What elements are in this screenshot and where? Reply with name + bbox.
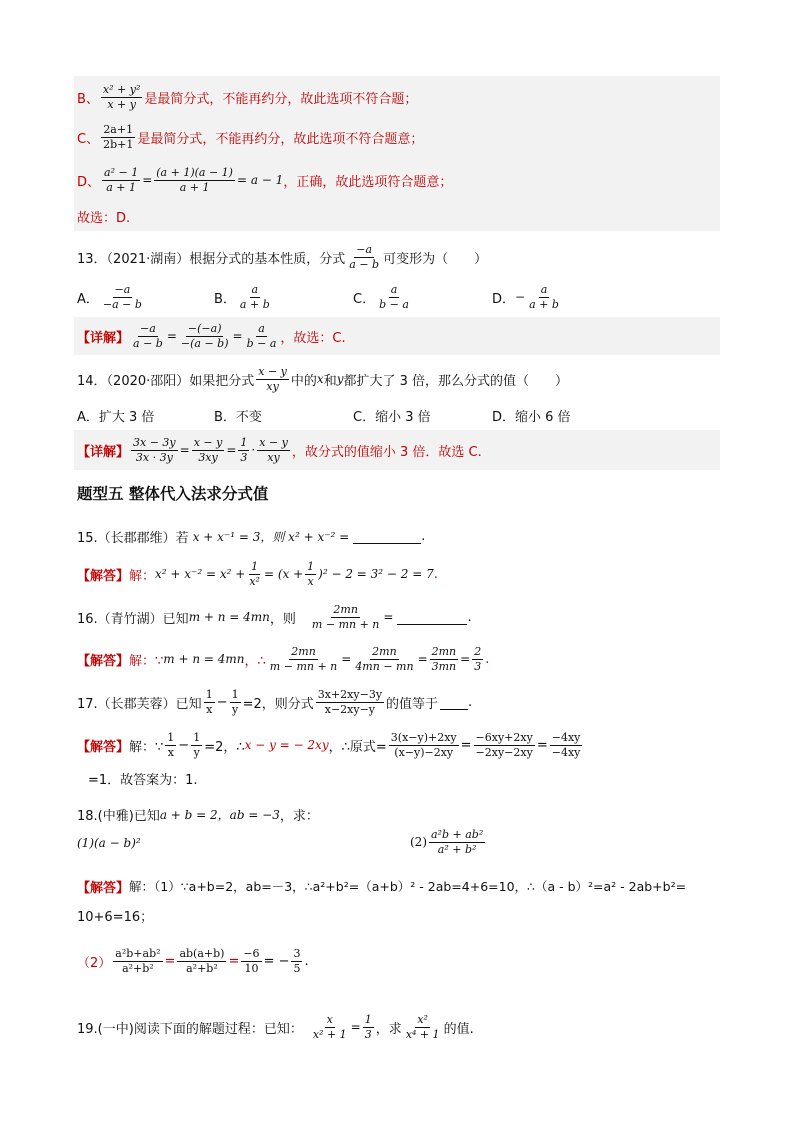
answer-blank[interactable]	[353, 529, 421, 544]
solution-text: =1．故答案为：1.	[88, 772, 198, 788]
option-d-label: D、	[77, 174, 101, 190]
question-text: 和	[323, 373, 337, 389]
option-c-label: C、	[77, 131, 100, 147]
question-text: 14．（2020·邵阳）如果把分式	[77, 373, 255, 389]
question-text: 13．（2021·湖南）根据分式的基本性质，分式	[77, 251, 346, 267]
result: = a − 1	[236, 173, 284, 187]
question-text: ，则	[269, 611, 296, 627]
solution-tag: 【解答】	[77, 880, 130, 896]
explanation-text: 是最简分式，不能再约分，故此选项不符合题；	[144, 91, 418, 107]
option-text: A．扩大 3 倍	[77, 409, 155, 425]
question-text: 18.(中雅)已知	[77, 808, 160, 824]
question-13-stem	[77, 240, 487, 274]
expression: = (x +	[263, 567, 304, 581]
option-c[interactable]	[353, 280, 413, 314]
fraction: $\frac{x - y}{3xy}$	[193, 435, 223, 464]
question-text: ，求	[375, 1021, 402, 1037]
detail-text: ，故选：C.	[280, 330, 346, 346]
option-b-explanation	[77, 80, 417, 114]
explanation-text: 是最简分式，不能再约分，故此选项不符合题意；	[137, 131, 424, 147]
fraction: $\frac{a}{a + b}$	[529, 282, 559, 311]
fraction: $\frac{1}{x}$	[307, 559, 315, 588]
variable-x: x	[316, 372, 324, 386]
expression: x² + x⁻² = x² +	[155, 567, 246, 581]
fraction: $\frac{2}{3}$	[474, 644, 482, 673]
question-18-part1	[77, 832, 141, 854]
fraction: $\frac{2mn}{3mn}$	[431, 644, 457, 673]
question-text: 15.（长郡郡维）若	[77, 530, 189, 546]
solution-tag: 【解答】	[77, 653, 130, 669]
fraction: $\frac{-a}{a - b}$	[349, 242, 380, 271]
solution-15	[77, 556, 438, 592]
fraction: $\frac{1}{y}$	[193, 730, 201, 759]
fraction: $\frac{(a + 1)(a - 1)}{a + 1}$	[156, 165, 233, 194]
option-d[interactable]	[492, 405, 571, 425]
solution-tag: 【解答】	[77, 568, 130, 584]
fraction: $\frac{\text{x² + y²}}{x + y}$	[102, 82, 141, 111]
question-19-stem	[77, 1008, 474, 1046]
fraction: $\frac{\text{a² − 1}}{a + 1}$	[104, 165, 139, 194]
equals: =	[142, 173, 153, 187]
expression: )² − 2 = 3² − 2 = 7	[318, 567, 434, 581]
option-text: D．缩小 6 倍	[492, 409, 571, 425]
fraction: $\frac{1}{3}$	[364, 1012, 372, 1041]
question-text: 都扩大了 3 倍，那么分式的值（ ）	[343, 373, 569, 389]
option-label: C．	[353, 291, 376, 307]
fraction: $\frac{2mn}{4mn - mn}$	[355, 644, 414, 673]
option-label: B．	[214, 291, 236, 307]
question-text: 17.（长郡芙蓉）已知	[77, 696, 202, 712]
option-d-explanation	[77, 163, 452, 197]
question-18-part2	[410, 824, 487, 860]
fraction: $\frac{-6xy+2xy}{-2xy-2xy}$	[475, 730, 533, 759]
question-text: =2，则分式	[242, 696, 314, 712]
section-heading	[77, 482, 268, 504]
option-b[interactable]	[214, 405, 262, 425]
minus-sign: −	[216, 694, 228, 710]
fraction: $\frac{1}{3}$	[240, 435, 248, 464]
question-text: 中的	[290, 373, 317, 389]
fraction: $\frac{-4xy}{-4xy}$	[551, 730, 581, 759]
fraction: $\frac{2mn}{m - mn + n}$	[311, 602, 380, 631]
fraction: $\frac{a}{b - a}$	[246, 321, 277, 350]
solution-text: 解：（1）∵a+b=2，ab=－3，∴a²+b²=（a+b）² - 2ab=4+6=10，∴（a - b）²=a² - 2ab+b²=	[129, 879, 687, 894]
fraction: $\frac{2a+1}{2b+1}$	[103, 122, 134, 151]
solution-16: 【解答】 解：∵ m + n = 4mn ，∴ $\frac{2mn}{m - mn + n}$ = $\frac{2mn}{4mn - mn}$ = $\frac{2mn}{3mn}$ = $\frac{2}{3}$ .	[77, 644, 490, 673]
part-label: （2）	[77, 955, 112, 971]
solution-18-line2	[77, 905, 153, 925]
question-text: 19.(一中)阅读下面的解题过程：已知：	[77, 1021, 303, 1037]
option-a[interactable]	[77, 405, 154, 425]
expression: m + n = 4mn	[163, 652, 245, 666]
question-text: 的值.	[443, 1021, 474, 1037]
section-title: 题型五 整体代入法求分式值	[77, 485, 269, 503]
solution-text: =2，∴	[204, 739, 245, 755]
solution-text: ，∴原式=	[328, 739, 387, 755]
solution-text: 解：	[129, 568, 156, 584]
answer-blank[interactable]	[440, 695, 468, 710]
fraction: $\frac{3(x-y)+2xy}{(x-y)-2xy}$	[390, 730, 457, 759]
solution-text: 10+6=16；	[77, 909, 154, 925]
minus-sign: −	[515, 290, 526, 304]
question-text: 的值等于	[386, 696, 439, 712]
fraction: $\frac{-6}{10}$	[243, 946, 260, 975]
solution-text: 解：∵	[129, 739, 164, 755]
detail-tag: 【详解】	[77, 330, 130, 346]
option-c-explanation	[77, 120, 423, 154]
fraction: $\frac{3x+2xy-3y}{x-2xy-y}$	[317, 687, 383, 716]
fraction: $\frac{-a}{-a - b}$	[102, 282, 142, 311]
question-17-stem	[77, 684, 472, 720]
period: .	[433, 566, 438, 582]
expression: a + b = 2，ab = −3	[159, 807, 280, 822]
solution-text: ，∴	[244, 653, 266, 669]
equals: = −	[263, 953, 290, 969]
minus-sign: −	[178, 737, 190, 753]
question-14-stem	[77, 362, 568, 396]
fraction: $\frac{3}{5}$	[293, 946, 301, 975]
solution-tag: 【解答】	[77, 739, 130, 755]
fraction: $\frac{\text{x²}}{\text{x⁴ + 1}}$	[405, 1012, 440, 1041]
period: .	[485, 651, 490, 667]
option-d[interactable]	[492, 280, 563, 314]
equals: =	[383, 610, 394, 624]
question-18-stem	[77, 803, 319, 825]
fraction: $\frac{x - y}{xy}$	[258, 364, 287, 393]
fraction: $\frac{x - y}{xy}$	[259, 435, 288, 464]
solution-18-part2: （2） $\frac{\text{a²b+ab²}}{\text{a²+b²}}$ = $\frac{ab(a+b)}{\text{a²+b²}}$ = $\frac{-6}{10}$ = − $\frac{3}{5}$ .	[77, 946, 309, 975]
solution-18-line1	[77, 876, 686, 896]
detail-13: 【详解】 $\frac{-a}{a - b}$ = $\frac{-(-a)}{-(a - b)}$ = $\frac{a}{b - a}$ ，故选：C.	[77, 321, 346, 350]
question-text: 16.（青竹湖）已知	[77, 611, 189, 627]
detail-text: ，故分式的值缩小 3 倍．故选 C.	[291, 444, 482, 460]
variable-y: y	[336, 372, 344, 386]
option-text: C．缩小 3 倍	[353, 409, 431, 425]
part-label: (2)	[410, 835, 427, 849]
fraction: $\frac{\text{a²b+ab²}}{\text{a²+b²}}$	[115, 946, 161, 975]
period: .	[304, 953, 309, 969]
question-15-stem: 15.（长郡郡维）若 x + x⁻¹ = 3，则 x² + x⁻² = .	[77, 528, 426, 546]
equals: =	[350, 1020, 361, 1034]
fraction: $\frac{1}{x}$	[205, 687, 213, 716]
detail-tag: 【详解】	[77, 444, 130, 460]
fraction: $\frac{\text{a²b + ab²}}{\text{a² + b²}}$	[431, 827, 484, 856]
explanation-text: ，正确，故此选项符合题意；	[283, 174, 453, 190]
fraction: $\frac{1}{x}$	[167, 730, 175, 759]
question-text: ，求：	[279, 808, 319, 824]
period: .	[468, 694, 473, 710]
fraction: $\frac{3x - 3y}{3x \cdot 3y}$	[133, 435, 176, 464]
option-text: B．不变	[214, 409, 262, 425]
fraction: $\frac{ab(a+b)}{\text{a²+b²}}$	[179, 946, 225, 975]
fraction: $\frac{1}{\text{x²}}$	[249, 559, 260, 588]
option-c[interactable]	[353, 405, 431, 425]
expression: x − y = − 2xy	[244, 738, 329, 752]
fraction: $\frac{a}{b - a}$	[379, 282, 409, 311]
solution-text: 解：∵	[129, 653, 164, 669]
detail-14: 【详解】 $\frac{3x - 3y}{3x \cdot 3y}$ = $\frac{x - y}{3xy}$ = $\frac{1}{3}$ · $\frac{x - y}{xy}$ ，故分式的值缩小 3 倍．故选 C.	[77, 435, 482, 464]
fraction: $\frac{-a}{a - b}$	[133, 321, 163, 350]
answer-text: 故选：D.	[77, 210, 131, 226]
expression: (1)(a − b)²	[77, 836, 141, 850]
option-label: D．	[492, 291, 516, 307]
answer-blank[interactable]	[397, 610, 467, 625]
fraction: $\frac{-(-a)}{-(a - b)}$	[180, 321, 229, 350]
question-16-stem: 16.（青竹湖）已知 m + n = 4mn ，则 $\frac{2mn}{m - mn + n}$ = .	[77, 602, 472, 631]
fraction: $\frac{x}{\text{x² + 1}}$	[312, 1012, 347, 1041]
solution-17: 【解答】 解：∵ $\frac{1}{x}$ − $\frac{1}{y}$ =2，∴ x − y = − 2xy ，∴原式= $\frac{3(x-y)+2xy}{(x-y)-2xy}$ = $\frac{-6xy+2xy}{-2xy-2xy}$ = $\frac{-4xy}{-4xy}$	[77, 730, 581, 759]
question-text: 可变形为（ ）	[383, 251, 488, 267]
solution-17-line2	[88, 768, 198, 788]
option-b-label: B、	[77, 91, 99, 107]
option-a[interactable]	[77, 280, 146, 314]
expression: x + x⁻¹ = 3，则 x² + x⁻² =	[192, 529, 350, 544]
expression: m + n = 4mn	[188, 610, 270, 624]
option-label: A．	[77, 291, 99, 307]
answer-line-12	[77, 206, 130, 226]
fraction: $\frac{a}{a + b}$	[239, 282, 270, 311]
fraction: $\frac{1}{y}$	[231, 687, 239, 716]
fraction: $\frac{2mn}{m - mn + n}$	[269, 644, 338, 673]
option-b[interactable]	[214, 280, 274, 314]
